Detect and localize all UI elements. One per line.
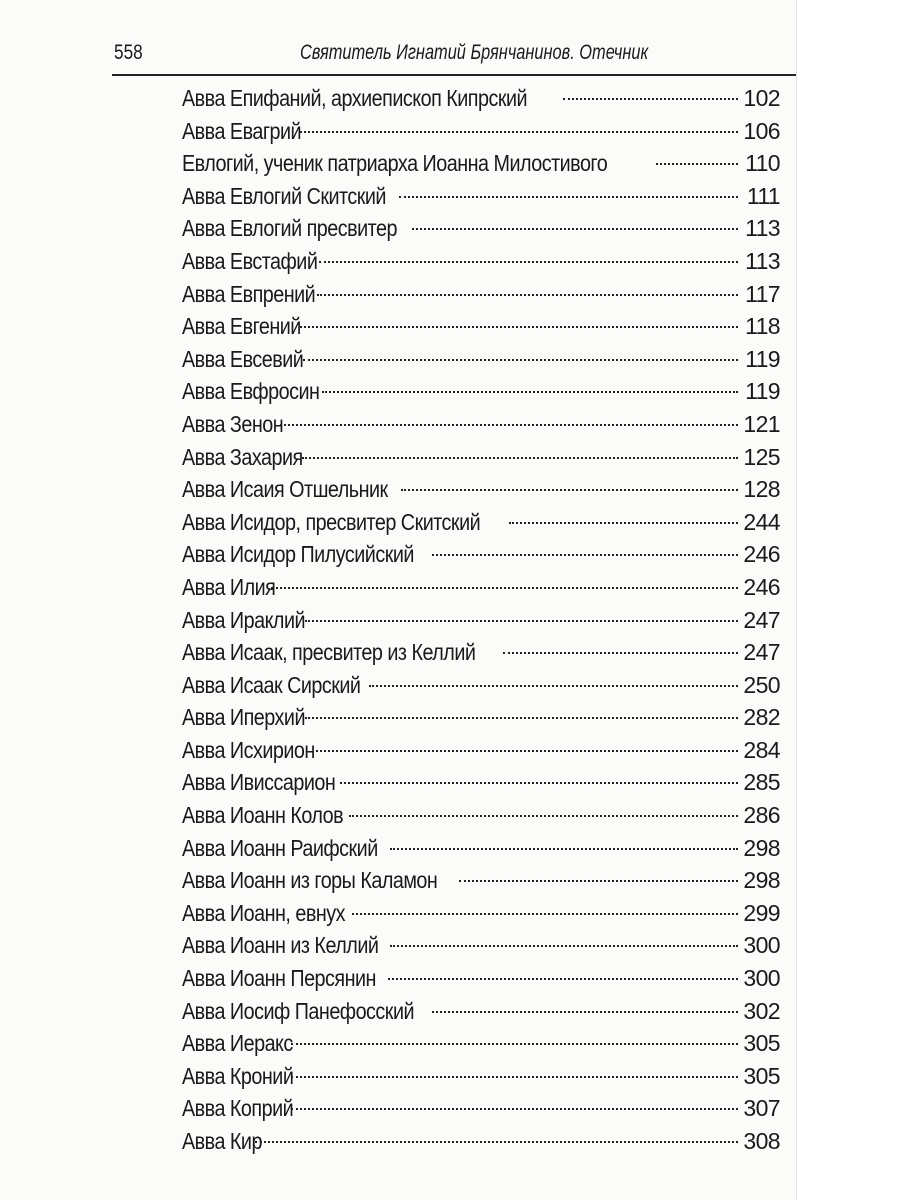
dot-leader (317, 294, 738, 296)
toc-entry-title: Авва Иперхий (182, 704, 305, 731)
dot-leader (291, 1108, 738, 1110)
toc-entry-title: Авва Епифаний, архиепископ Кипрский (182, 85, 528, 111)
toc-entry-title: Авва Коприй (182, 1095, 294, 1122)
toc-entry-page: 119 (745, 378, 780, 405)
toc-entry-title: Авва Евфросин (182, 378, 320, 405)
toc-entry (182, 767, 780, 800)
toc-entry (182, 702, 780, 735)
dot-leader (291, 1076, 738, 1078)
dot-leader (503, 652, 738, 654)
toc-entry-title: Авва Кроний (182, 1062, 294, 1089)
dot-leader (352, 913, 738, 915)
toc-entry (182, 442, 780, 475)
toc-entry (182, 833, 780, 866)
toc-entry (182, 963, 780, 996)
toc-entry-page: 125 (743, 443, 780, 470)
toc-entry (182, 246, 780, 279)
toc-entry-title: Авва Иоанн Персянин (182, 965, 376, 992)
toc-entry (182, 930, 780, 963)
toc-entry-page: 300 (743, 932, 780, 959)
toc-entry-title: Авва Ивиссарион (182, 769, 336, 796)
dot-leader (432, 1011, 738, 1013)
toc-entry-title: Авва Кир (182, 1128, 262, 1154)
toc-entry (182, 376, 780, 409)
dot-leader (300, 131, 738, 133)
toc-entry-page: 117 (745, 280, 780, 307)
dot-leader (459, 880, 738, 882)
toc-entry (182, 605, 780, 638)
toc-entry-page: 305 (743, 1030, 780, 1057)
toc-entry-page: 285 (743, 769, 780, 796)
toc-entry-title: Авва Исидор Пилусийский (182, 541, 414, 568)
toc-entry-title: Авва Иоанн из Келлий (182, 932, 379, 959)
toc-entry-title: Авва Исаак Сирский (182, 671, 361, 698)
toc-entry-page: 300 (743, 965, 780, 992)
dot-leader (319, 261, 738, 263)
toc-entry-page: 113 (745, 247, 780, 274)
toc-entry-page: 119 (745, 345, 780, 372)
toc-entry-page: 247 (743, 606, 780, 633)
dot-leader (291, 1043, 738, 1045)
toc-entry (182, 670, 780, 703)
toc-entry-page: 307 (743, 1095, 780, 1122)
toc-entry-page: 308 (743, 1128, 780, 1154)
running-title: Святитель Игнатий Брянчанинов. Отечник (300, 41, 649, 64)
toc-entry (182, 865, 780, 898)
toc-entry (182, 735, 780, 768)
dot-leader (412, 228, 738, 230)
toc-entry-page: 113 (745, 215, 780, 242)
toc-entry-title: Авва Евлогий пресвитер (182, 215, 397, 242)
toc-entry-title: Авва Иеракс (182, 1030, 293, 1057)
toc-entry-page: 284 (743, 736, 780, 763)
toc-entry (182, 898, 780, 931)
toc-entry (182, 409, 780, 442)
toc-entry-page: 305 (743, 1062, 780, 1089)
toc-entry (182, 181, 780, 214)
table-of-contents (182, 83, 780, 1159)
toc-entry (182, 1061, 780, 1094)
toc-entry-page: 121 (743, 410, 780, 437)
toc-entry (182, 800, 780, 833)
dot-leader (271, 587, 738, 589)
toc-entry-page: 282 (743, 704, 780, 731)
toc-entry-title: Авва Исаия Отшельник (182, 476, 388, 503)
toc-entry-page: 102 (743, 85, 780, 111)
running-header (112, 38, 796, 76)
toc-entry (182, 1126, 780, 1159)
toc-entry-title: Авва Иосиф Панефосский (182, 997, 415, 1024)
toc-entry-title: Авва Евстафий (182, 247, 318, 274)
toc-entry-page: 118 (745, 313, 780, 340)
toc-entry (182, 311, 780, 344)
toc-entry-title: Авва Исаак, пресвитер из Келлий (182, 639, 476, 666)
dot-leader (656, 163, 738, 165)
dot-leader (300, 326, 738, 328)
toc-entry-page: 299 (743, 899, 780, 926)
dot-leader (303, 359, 738, 361)
toc-entry-page: 244 (743, 508, 780, 535)
toc-entry-title: Авва Евпрений (182, 280, 316, 307)
toc-entry-page: 110 (745, 150, 780, 177)
toc-entry-page: 111 (746, 182, 780, 209)
dot-leader (305, 620, 738, 622)
dot-leader (322, 391, 738, 393)
dot-leader (305, 717, 738, 719)
toc-entry (182, 1093, 780, 1126)
toc-entry (182, 996, 780, 1029)
toc-entry-title: Авва Евлогий Скитский (182, 182, 386, 209)
toc-entry (182, 83, 780, 116)
toc-entry-page: 286 (743, 802, 780, 829)
dot-leader (563, 98, 738, 100)
toc-entry-title: Авва Захария (182, 443, 303, 470)
dot-leader (509, 522, 738, 524)
toc-entry (182, 637, 780, 670)
toc-entry-page: 106 (743, 117, 780, 144)
toc-entry (182, 1028, 780, 1061)
toc-entry-title: Авва Ираклий (182, 606, 306, 633)
toc-entry (182, 474, 780, 507)
toc-entry-title: Авва Иоанн Раифский (182, 834, 378, 861)
toc-entry-title: Авва Исхирион (182, 736, 315, 763)
dot-leader (302, 457, 738, 459)
page-number: 558 (114, 41, 143, 64)
toc-entry (182, 279, 780, 312)
toc-entry-page: 250 (743, 671, 780, 698)
dot-leader (369, 685, 738, 687)
dot-leader (432, 554, 738, 556)
toc-entry (182, 572, 780, 605)
dot-leader (401, 489, 738, 491)
toc-entry-page: 246 (743, 541, 780, 568)
toc-entry-page: 247 (743, 639, 780, 666)
toc-entry-title: Авва Иоанн из горы Каламон (182, 867, 438, 894)
dot-leader (390, 945, 738, 947)
toc-entry-page: 298 (743, 834, 780, 861)
dot-leader (255, 1141, 738, 1143)
dot-leader (280, 424, 738, 426)
toc-entry-title: Авва Евгений (182, 313, 301, 340)
dot-leader (399, 196, 738, 198)
toc-entry-page: 128 (743, 476, 780, 503)
toc-entry-title: Авва Иоанн Колов (182, 802, 344, 829)
toc-entry-title: Авва Евагрий (182, 117, 302, 144)
toc-entry-title: Авва Исидор, пресвитер Скитский (182, 508, 481, 535)
toc-entry (182, 344, 780, 377)
dot-leader (390, 848, 738, 850)
toc-entry (182, 213, 780, 246)
toc-entry-page: 302 (743, 997, 780, 1024)
dot-leader (340, 782, 738, 784)
toc-entry-title: Авва Зенон (182, 410, 284, 437)
toc-entry-title: Евлогий, ученик патриарха Иоанна Милостивого (182, 150, 608, 177)
toc-entry (182, 148, 780, 181)
toc-entry-page: 246 (743, 573, 780, 600)
toc-entry-title: Авва Иоанн, евнух (182, 899, 345, 926)
toc-entry (182, 116, 780, 149)
dot-leader (388, 978, 738, 980)
toc-entry (182, 507, 780, 540)
toc-entry-title: Авва Евсевий (182, 345, 304, 372)
dot-leader (316, 750, 738, 752)
dot-leader (349, 815, 738, 817)
toc-entry (182, 539, 780, 572)
toc-entry-page: 298 (743, 867, 780, 894)
toc-entry-title: Авва Илия (182, 573, 276, 600)
